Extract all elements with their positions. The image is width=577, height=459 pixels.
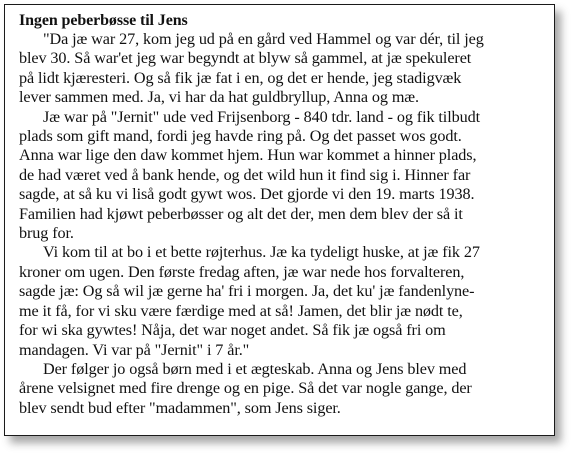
- text-line: lever sammen med. Ja, vi har da hat guldbryllup, Anna og mæ.: [19, 88, 419, 107]
- text-line: Familien had kjøwt peberbøsser og alt det der, men dem blev der så it: [19, 204, 463, 223]
- text-line: kroner om ugen. Den første fredag aften, jæ war nede hos forvalteren,: [19, 262, 465, 281]
- text-line: årene velsignet med fire drenge og en pige. Så det var nogle gange, der: [19, 379, 472, 398]
- paragraph-3: [19, 243, 554, 359]
- text-line: "Da jæ war 27, kom jeg ud på en gård ved Hammel og var dér, til jeg: [43, 30, 484, 48]
- article-title: Ingen peberbøsse til Jens: [19, 12, 188, 29]
- article-body: [19, 11, 554, 418]
- text-line: for wi ska gywtes! Nåja, det war noget andet. Så fik jæ også fri om: [19, 321, 446, 340]
- text-line: Jæ war på "Jernit" ude ved Frijsenborg - 840 tdr. land - og fik tilbudt: [43, 107, 480, 126]
- text-line: brug for.: [19, 224, 74, 243]
- text-line: mandagen. Vi var på "Jernit" i 7 år.": [19, 340, 250, 359]
- text-line: på lidt kjæresteri. Og så fik jæ fat i en, og det er hende, jeg stadigvæk: [19, 68, 462, 87]
- text-line: blev 30. Så war'et jeg war begyndt at blyw så gammel, at jæ spekuleret: [19, 49, 472, 68]
- text-line: Der følger jo også børn med i et ægteskab. Anna og Jens blev med: [43, 359, 467, 378]
- text-line: de had været ved å bank hende, og det wild hun it find sig i. Hinner far: [19, 165, 471, 184]
- paragraph-1: [19, 30, 554, 108]
- article-card: [4, 4, 555, 436]
- paragraph-2: [19, 108, 554, 244]
- text-line: me it få, for vi sku være færdige med at så! Jamen, det blir jæ nødt te,: [19, 301, 463, 320]
- text-line: sagde jæ: Og så wil jæ gerne ha' fri i morgen. Ja, det ku' jæ fandenlyne-: [19, 282, 475, 301]
- text-line: sagde, at så ku vi liså godt gywt wos. Det gjorde vi den 19. marts 1938.: [19, 185, 475, 204]
- text-line: Vi kom til at bo i et bette røjterhus. Jæ ka tydeligt huske, at jæ fik 27: [43, 243, 480, 262]
- text-line: Anna war lige den daw kommet hjem. Hun war kommet a hinner plads,: [19, 146, 477, 165]
- text-line: blev sendt bud efter "madammen", som Jens siger.: [19, 398, 341, 417]
- text-line: plads som gift mand, fordi jeg havde ring på. Og det passet wos godt.: [19, 127, 462, 146]
- paragraph-4: [19, 360, 554, 418]
